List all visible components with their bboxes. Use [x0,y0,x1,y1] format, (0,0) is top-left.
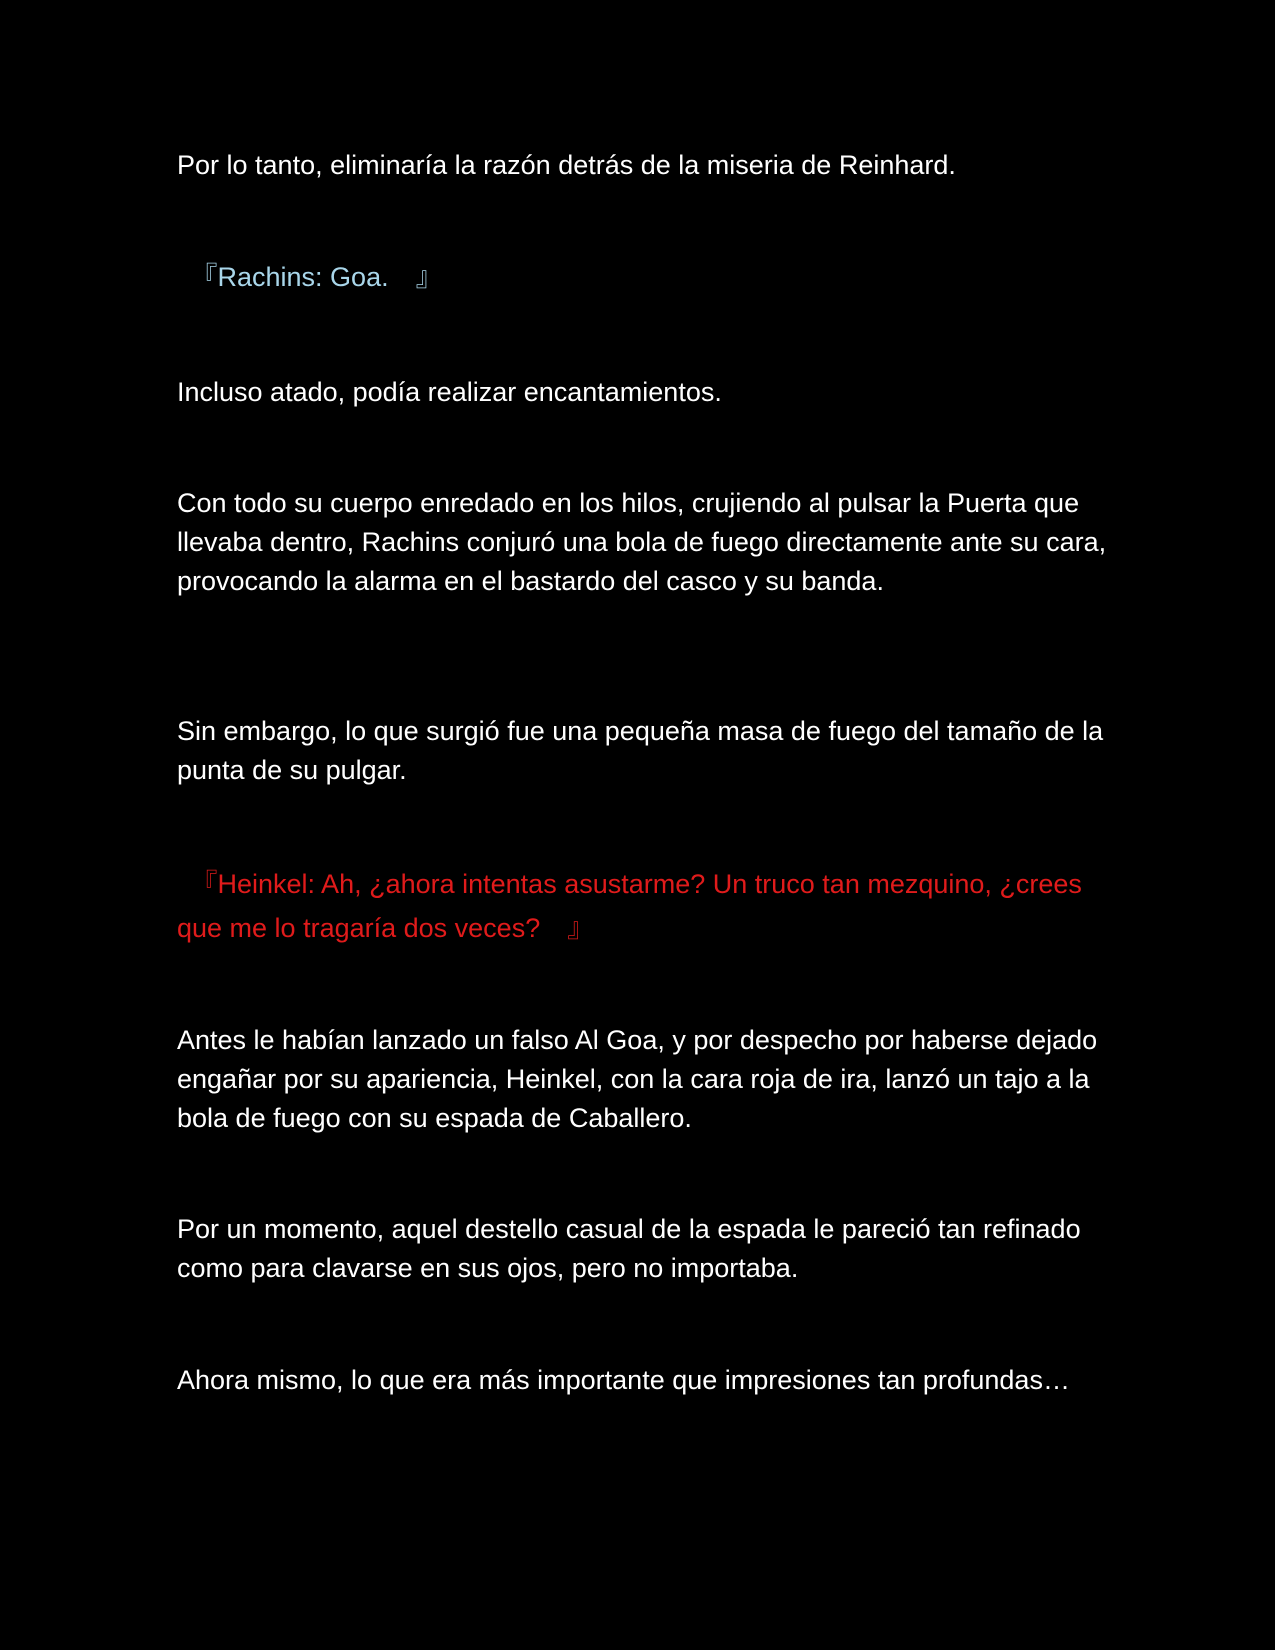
paragraph-reinhard-misery: Por lo tanto, eliminaría la razón detrás de la miseria de Reinhard. [177,150,956,180]
dialogue-rachins: 『Rachins: Goa. 』 [177,262,443,292]
paragraph-false-al-goa: Antes le habían lanzado un falso Al Goa, y por despecho por haberse dejado engañar por su apariencia, Heinkel, con la cara roja de ira, lanzó un tajo a la bola de fuego con su espada de Caballero. [177,1025,1098,1133]
paragraph-ending: Ahora mismo, lo que era más importante que impresiones tan profundas… [177,1365,1070,1395]
paragraph-sword-flash: Por un momento, aquel destello casual de la espada le pareció tan refinado como para clavarse en sus ojos, pero no importaba. [177,1214,1081,1283]
paragraph-small-flame: Sin embargo, lo que surgió fue una pequeña masa de fuego del tamaño de la punta de su pulgar. [177,716,1104,785]
dialogue-heinkel: 『Heinkel: Ah, ¿ahora intentas asustarme? Un truco tan mezquino, ¿crees que me lo tragaría dos veces? 』 [177,869,1082,943]
paragraph-incantations: Incluso atado, podía realizar encantamientos. [177,377,722,407]
paragraph-fireball: Con todo su cuerpo enredado en los hilos, crujiendo al pulsar la Puerta que llevaba dentro, Rachins conjuró una bola de fuego directamente ante su cara, provocando la alarma en el bastardo del casco y su banda. [177,488,1107,596]
